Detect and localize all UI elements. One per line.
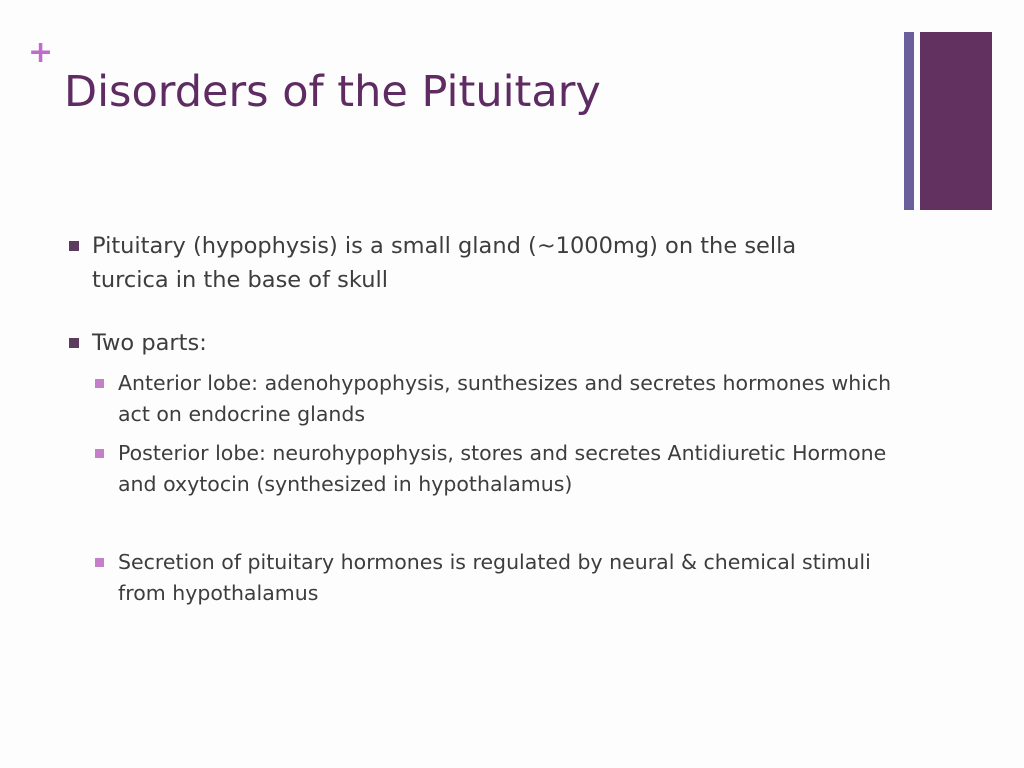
bullet-item-two-parts [92, 326, 852, 360]
sub-bullet-item-anterior-lobe [118, 368, 908, 430]
bullet-text: Anterior lobe: adenohypophysis, sunthesizes and secretes hormones which act on endocrine glands [118, 371, 892, 426]
bullet-text: Posterior lobe: neurohypophysis, stores and secretes Antidiuretic Hormone and oxytocin (synthesized in hypothalamus) [118, 441, 887, 496]
bullet-text: Two parts: [92, 330, 207, 356]
bullet-text: Secretion of pituitary hormones is regulated by neural & chemical stimuli from hypothalamus [118, 550, 871, 605]
square-bullet-icon [69, 241, 79, 251]
square-bullet-icon [95, 558, 104, 567]
square-bullet-icon [69, 338, 79, 348]
square-bullet-icon [95, 449, 104, 458]
sub-bullet-item-secretion [118, 547, 908, 609]
plus-icon: + [28, 35, 54, 70]
square-bullet-icon [95, 379, 104, 388]
bullet-item-pituitary [92, 229, 852, 297]
sub-bullet-item-posterior-lobe [118, 438, 908, 500]
bullet-text: Pituitary (hypophysis) is a small gland (~1000mg) on the sella turcica in the base of skull [92, 233, 797, 293]
slide-title: Disorders of the Pituitary [64, 67, 601, 117]
